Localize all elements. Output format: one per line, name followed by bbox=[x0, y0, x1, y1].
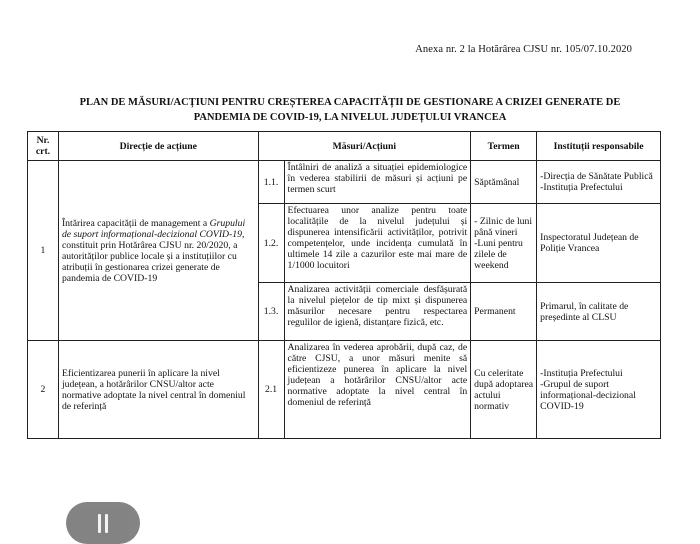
annex-reference: Anexa nr. 2 la Hotărârea CJSU nr. 105/07.10.2020 bbox=[415, 44, 632, 55]
header-nr: Nr. crt. bbox=[28, 132, 59, 161]
direction-text: Întărirea capacității de management a bbox=[61, 217, 210, 229]
direction-cell bbox=[58, 161, 258, 341]
deadline-cell: Permanent bbox=[471, 283, 537, 341]
pause-button[interactable] bbox=[66, 502, 140, 544]
measure-text: Analizarea activității comerciale desfășurată la nivelul piețelor de tip mixt și dispunerea măsurilor necesare pentru respectarea regulilor de igienă, distanțare fizică, etc. bbox=[284, 283, 471, 341]
deadline-cell: Cu celeritate după adoptarea actului normativ bbox=[471, 341, 537, 439]
measure-text: Întâlniri de analiză a situației epidemiologice în vederea stabilirii de măsuri și acțiuni pe termen scurt bbox=[284, 161, 471, 204]
table-row bbox=[28, 341, 661, 439]
table-row bbox=[28, 161, 661, 204]
title-line-2: PANDEMIA DE COVID-19, LA NIVELUL JUDEȚULUI VRANCEA bbox=[193, 112, 507, 123]
row-number: 1 bbox=[28, 161, 59, 341]
responsible-cell: Primarul, în calitate de președinte al CLSU bbox=[537, 283, 661, 341]
direction-text-rest: , constituit prin Hotărârea CJSU nr. 20/2020, a autorităților publice locale și a instituțiilor cu atribuții în gestionarea crizei generate de pandemia de COVID-19 bbox=[61, 228, 245, 284]
document-title bbox=[20, 95, 680, 125]
direction-emphasis: Grupului de suport informațional-decizional COVID-19 bbox=[61, 217, 246, 240]
deadline-cell: - Zilnic de luni până vineri -Luni pentru zilele de weekend bbox=[471, 204, 537, 283]
responsible-cell: -Direcția de Sănătate Publică -Instituția Prefectului bbox=[537, 161, 661, 204]
responsible-cell: Inspectoratul Județean de Poliție Vrancea bbox=[537, 204, 661, 283]
measure-text: Analizarea în vederea aprobării, după caz, de către CJSU, a unor măsuri menite să eficientizeze punerea în aplicare la nivel județean a hotărârilor CNSU/altor acte normative adoptate la nivel central în domeniul de referință bbox=[284, 341, 471, 439]
measure-id: 1.3. bbox=[258, 283, 284, 341]
measure-id: 1.1. bbox=[258, 161, 284, 204]
row-number: 2 bbox=[28, 341, 59, 439]
direction-text: Eficientizarea punerii în aplicare la nivel județean, a hotărârilor CNSU/altor acte normative adoptate la nivel central în domeniul de referință bbox=[61, 367, 246, 412]
deadline-cell: Săptămânal bbox=[471, 161, 537, 204]
header-termen: Termen bbox=[471, 132, 537, 161]
table-header-row bbox=[28, 132, 661, 161]
measure-id: 2.1 bbox=[258, 341, 284, 439]
direction-cell bbox=[58, 341, 258, 439]
responsible-cell: -Instituția Prefectului -Grupul de suport informațional-decizional COVID-19 bbox=[537, 341, 661, 439]
header-directie: Direcție de acțiune bbox=[58, 132, 258, 161]
measure-text: Efectuarea unor analize pentru toate localitățile de la nivelul județului și dispunerea intensificării activităților, potrivit competențelor, unde incidența cumulată în ultimele 14 zile a cazurilor este mai mare de 1/1000 locuitori bbox=[284, 204, 471, 283]
measure-id: 1.2. bbox=[258, 204, 284, 283]
title-line-1: PLAN DE MĂSURI/ACȚIUNI PENTRU CREȘTEREA CAPACITĂȚII DE GESTIONARE A CRIZEI GENERATE DE bbox=[79, 97, 621, 108]
measures-table bbox=[27, 131, 661, 439]
header-masuri: Măsuri/Acțiuni bbox=[258, 132, 471, 161]
header-institutii: Instituții responsabile bbox=[537, 132, 661, 161]
